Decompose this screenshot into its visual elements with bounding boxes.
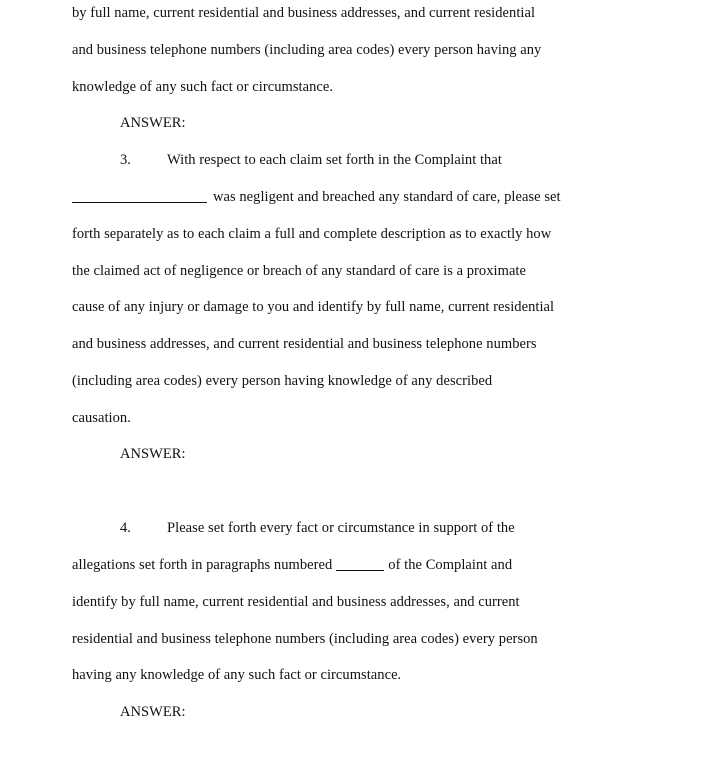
answer-label: ANSWER: <box>120 115 186 131</box>
item-number: 3. <box>120 152 131 168</box>
text-line: knowledge of any such fact or circumstance. <box>72 79 334 95</box>
text-line: residential and business telephone numbers (including area codes) every person <box>72 631 538 647</box>
item-3-first-line <box>120 151 502 169</box>
item-3-text: With respect to each claim set forth in the Complaint that <box>167 152 502 168</box>
item-4-blank-line <box>72 556 512 574</box>
item-4-first-line <box>120 519 515 537</box>
text-line: and business addresses, and current residential and business telephone numbers <box>72 336 537 352</box>
text-line: (including area codes) every person having knowledge of any described <box>72 373 493 389</box>
text-line: identify by full name, current residential and business addresses, and current <box>72 594 520 610</box>
fill-in-blank[interactable] <box>72 188 207 203</box>
item-4-blank-after: of the Complaint and <box>388 557 513 573</box>
text-line: cause of any injury or damage to you and identify by full name, current residential <box>72 299 555 315</box>
item-number: 4. <box>120 520 131 536</box>
text-line: forth separately as to each claim a full and complete description as to exactly how <box>72 226 552 242</box>
text-line: and business telephone numbers (including area codes) every person having any <box>72 42 542 58</box>
item-4-blank-before: allegations set forth in paragraphs numbered <box>72 557 333 573</box>
item-3-blank-rest: was negligent and breached any standard of care, please set <box>213 189 561 205</box>
answer-label: ANSWER: <box>120 446 186 462</box>
item-3-blank-line <box>72 188 561 206</box>
text-line: by full name, current residential and business addresses, and current residential <box>72 5 536 21</box>
item-4-text: Please set forth every fact or circumstance in support of the <box>167 520 515 536</box>
fill-in-blank[interactable] <box>336 556 384 571</box>
text-line: having any knowledge of any such fact or circumstance. <box>72 667 402 683</box>
text-line: causation. <box>72 410 131 426</box>
text-line: the claimed act of negligence or breach of any standard of care is a proximate <box>72 263 526 279</box>
answer-label: ANSWER: <box>120 704 186 720</box>
